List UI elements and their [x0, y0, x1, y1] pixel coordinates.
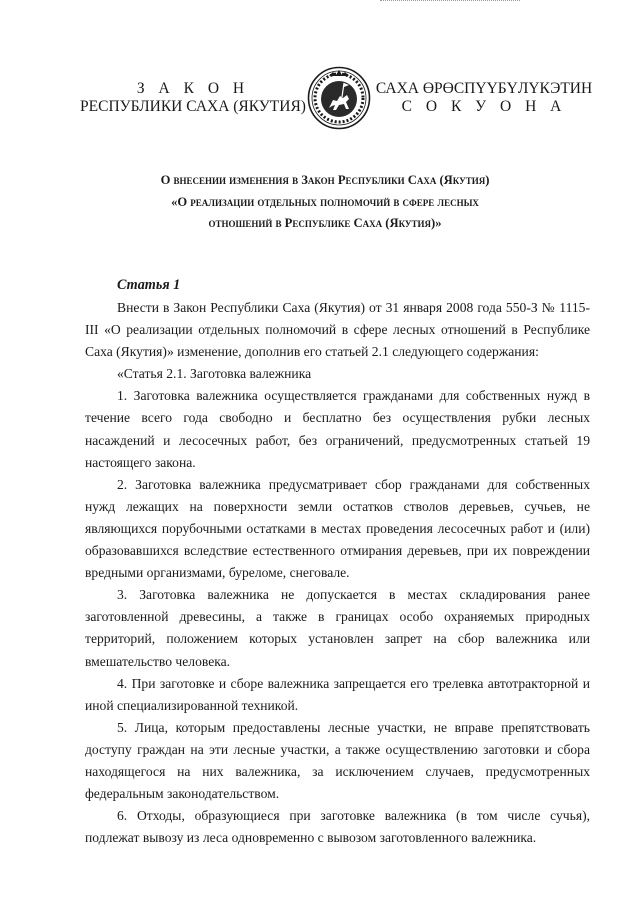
paragraph: 6. Отходы, образующиеся при заготовке валежника (в том числе сучья), подлежат вывозу из леса одновременно с вывозом заготовленного валежника. [85, 808, 590, 846]
document-title [110, 170, 540, 235]
header-left-line1: З А К О Н [136, 80, 250, 97]
article-body [85, 297, 590, 849]
header-right-line1: САХА ӨРӨСПҮҮБҮЛҮКЭТИН [375, 80, 593, 97]
paragraph: 1. Заготовка валежника осуществляется гражданами для собственных нужд в течение всего года свободно и бесплатно без осуществления рубки лесных насаждений и лесосечных работ, без ограничений, предусмотренных статьей 19 настоящего закона. [85, 388, 590, 470]
header-left-line2: РЕСПУБЛИКИ САХА (ЯКУТИЯ) [80, 98, 306, 115]
paragraph: «Статья 2.1. Заготовка валежника [117, 366, 312, 382]
header-right-line2: С О К У О Н А [401, 98, 567, 115]
paragraph: 4. При заготовке и сборе валежника запрещается его трелевка автотракторной и иной специализированной техникой. [85, 675, 590, 713]
article-heading: Статья 1 [117, 277, 181, 293]
title-line2: «О реализации отдельных полномочий в сфере лесных [171, 194, 479, 209]
paragraph: 2. Заготовка валежника предусматривает сбор гражданами для собственных нужд лежащих на поверхности земли остатков стволов деревьев, сучьев, не являющихся порубочными остатками в местах проведения лесосечных работ и (или) образовавшихся вследствие естественного отмирания деревьев, при их повреждении вредными организмами, буреломе, снеговале. [85, 476, 590, 581]
header-left [78, 80, 308, 116]
coat-of-arms-emblem [307, 66, 371, 130]
paragraph: Внести в Закон Республики Саха (Якутия) от 31 января 2008 года 550-З № 1115-III «О реализации отдельных полномочий в сфере лесных отношений в Республике Саха (Якутия)» изменение, дополнив его статьей 2.1 следующего содержания: [85, 300, 590, 360]
scan-edge-marks [380, 0, 520, 6]
title-line1: О внесении изменения в Закон Республики Саха (Якутия) [160, 173, 490, 187]
paragraph: 3. Заготовка валежника не допускается в местах складирования ранее заготовленной древесины, а также в границах особо охраняемых природных территорий, положением которых установлен запрет на сбор валежника или вмешательство человека. [85, 587, 590, 669]
paragraph: 5. Лица, которым предоставлены лесные участки, не вправе препятствовать доступу граждан на эти лесные участки, а также осуществлению заготовки и сбора находящегося на них валежника, за исключением случаев, предусмотренных федеральным законодательством. [85, 719, 590, 802]
header-right [372, 80, 596, 116]
title-line3: отношений в Республике Саха (Якутия)» [208, 216, 442, 230]
